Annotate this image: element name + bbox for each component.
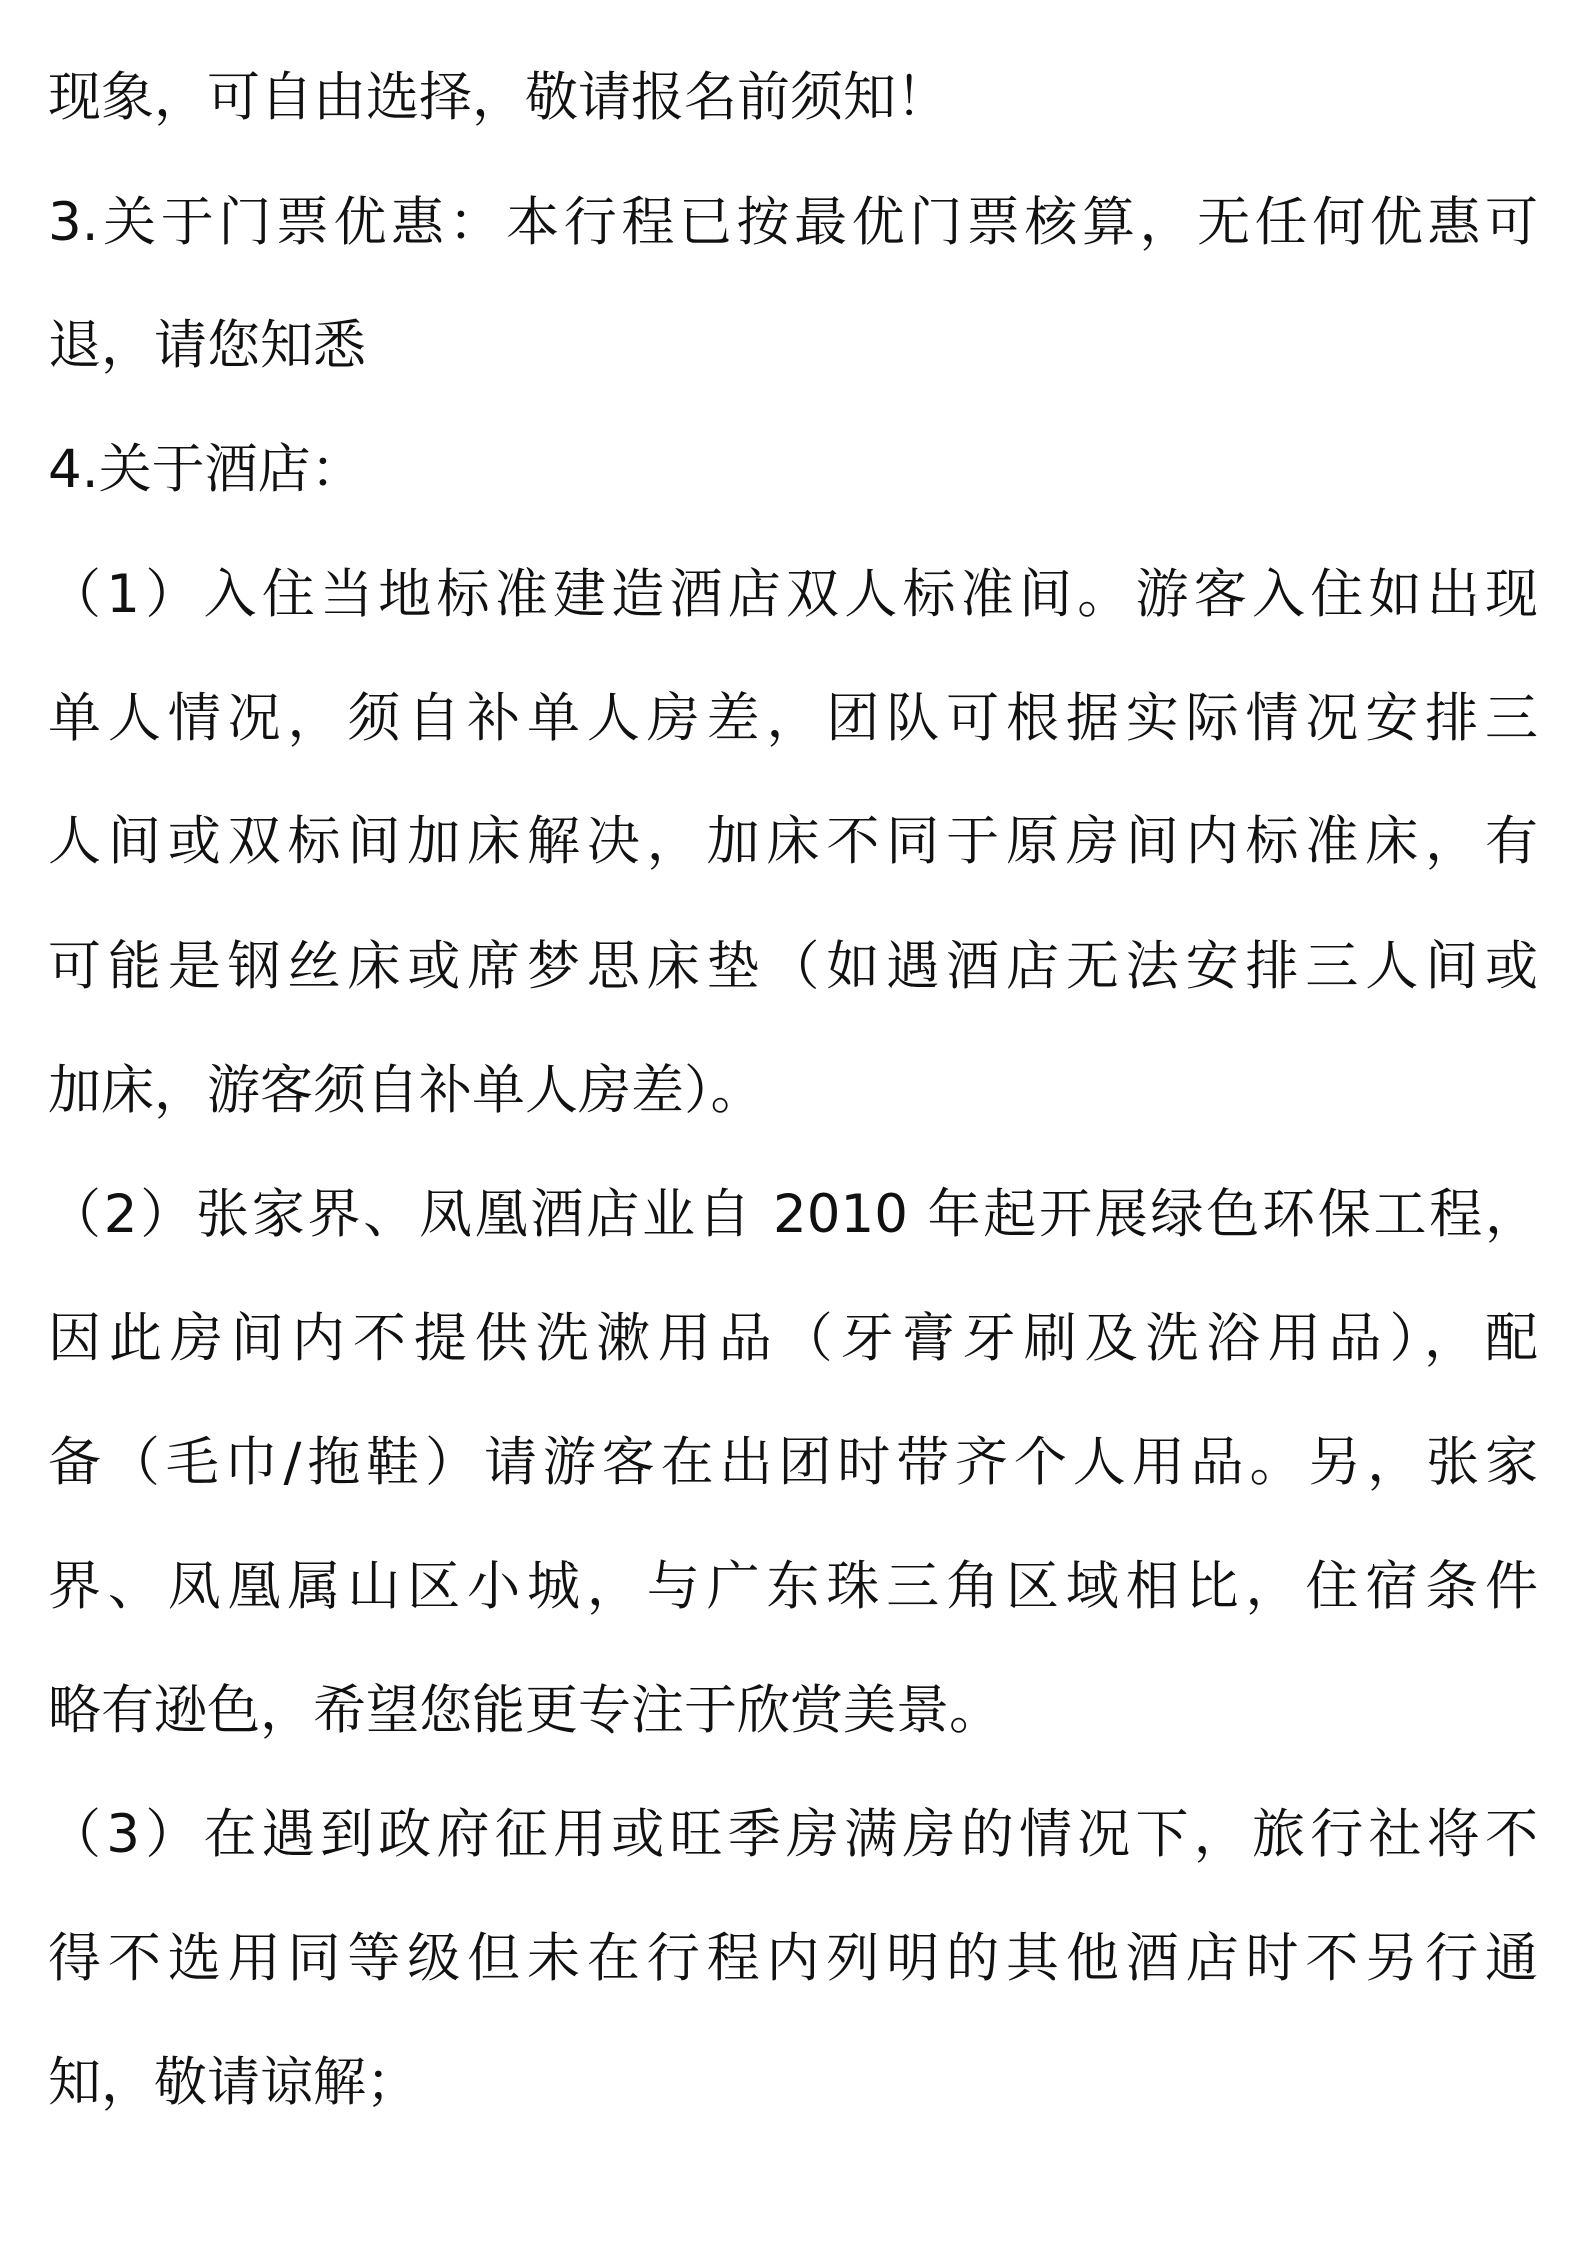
text-line: 因此房间内不提供洗漱用品（牙膏牙刷及洗浴用品），配	[48, 1308, 1538, 1369]
text-line: 3.关于门票优惠：本行程已按最优门票核算，无任何优惠可	[48, 192, 1538, 253]
text-line: 人间或双标间加床解决，加床不同于原房间内标准床，有	[48, 811, 1538, 872]
text-line: （2）张家界、凤凰酒店业自 2010 年起开展绿色环保工程，	[48, 1184, 1538, 1245]
text-line: 单人情况，须自补单人房差，团队可根据实际情况安排三	[48, 688, 1538, 749]
text-line: 现象，可自由选择，敬请报名前须知！	[48, 67, 949, 128]
text-line: 略有逊色，希望您能更专注于欣赏美景。	[48, 1680, 1002, 1741]
text-line: （1）入住当地标准建造酒店双人标准间。游客入住如出现	[48, 564, 1538, 625]
text-line: 得不选用同等级但未在行程内列明的其他酒店时不另行通	[48, 1928, 1538, 1989]
text-line: 可能是钢丝床或席梦思床垫（如遇酒店无法安排三人间或	[48, 936, 1538, 997]
text-line: 备（毛巾/拖鞋）请游客在出团时带齐个人用品。另，张家	[48, 1432, 1538, 1493]
text-line: 界、凤凰属山区小城，与广东珠三角区域相比，住宿条件	[48, 1556, 1538, 1617]
text-line: 退，请您知悉	[48, 315, 366, 376]
text-line: 知，敬请谅解；	[48, 2052, 419, 2113]
text-line: 4.关于酒店：	[48, 439, 364, 500]
text-line: （3）在遇到政府征用或旺季房满房的情况下，旅行社将不	[48, 1804, 1538, 1865]
text-line: 加床，游客须自补单人房差）。	[48, 1060, 764, 1121]
